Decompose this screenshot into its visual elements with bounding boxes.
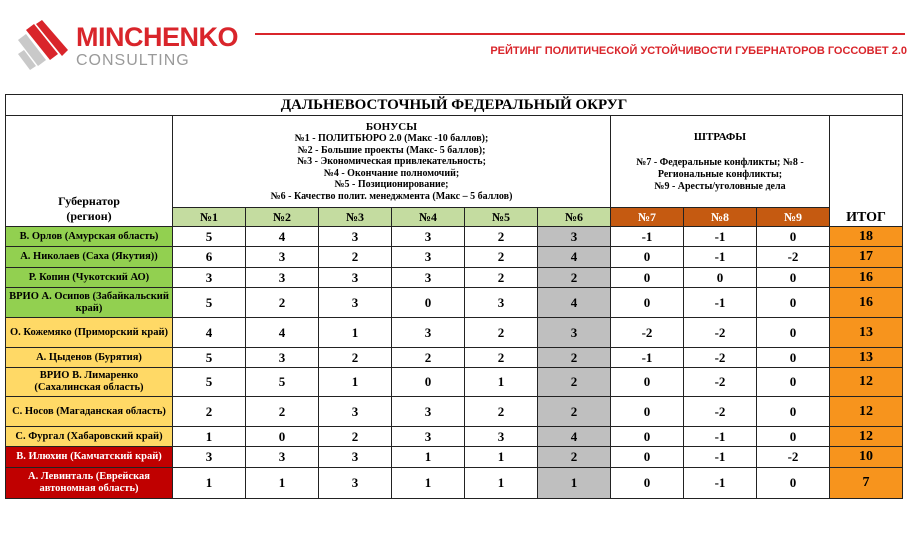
governor-name: А. Левинталь (Еврейская автономная область)	[6, 468, 173, 499]
score-cell: -2	[611, 318, 684, 348]
total-score: 12	[830, 368, 903, 397]
governor-name: С. Фургал (Хабаровский край)	[6, 427, 173, 447]
total-score: 12	[830, 397, 903, 427]
penalty-line: №9 - Аресты/уголовные дела	[654, 180, 786, 192]
score-cell: 3	[319, 468, 392, 499]
penalty-line: №7 - Федеральные конфликты; №8 -	[636, 156, 804, 168]
score-cell: 3	[319, 227, 392, 247]
penalty-title: ШТРАФЫ	[693, 130, 747, 143]
score-cell: 1	[465, 368, 538, 397]
table-row	[6, 397, 903, 427]
score-cell: -1	[684, 247, 757, 268]
bonus-line: №5 - Позиционирование;	[334, 179, 449, 191]
score-cell: 0	[757, 268, 830, 288]
score-cell: 0	[611, 468, 684, 499]
governor-header-line1: Губернатор	[58, 194, 120, 208]
score-cell: 4	[538, 427, 611, 447]
score-cell: 1	[319, 368, 392, 397]
score-cell: -1	[684, 227, 757, 247]
score-cell: 0	[392, 368, 465, 397]
score-cell: 2	[538, 268, 611, 288]
score-cell: 2	[246, 397, 319, 427]
score-cell: 2	[538, 348, 611, 368]
score-cell: 1	[173, 468, 246, 499]
score-cell: 2	[465, 318, 538, 348]
score-cell: 4	[246, 318, 319, 348]
score-cell: 3	[319, 268, 392, 288]
score-cell: 0	[757, 318, 830, 348]
score-cell: 0	[611, 447, 684, 468]
governor-header	[6, 116, 173, 227]
score-cell: 0	[757, 397, 830, 427]
score-cell: 1	[319, 318, 392, 348]
bonus-title: БОНУСЫ	[365, 120, 418, 133]
total-score: 17	[830, 247, 903, 268]
governor-name: ВРИО В. Лимаренко (Сахалинская область)	[6, 368, 173, 397]
score-cell: -1	[611, 227, 684, 247]
score-cell: 3	[319, 447, 392, 468]
table-row	[6, 447, 903, 468]
governor-name: ВРИО А. Осипов (Забайкальский край)	[6, 288, 173, 318]
governor-name: О. Кожемяко (Приморский край)	[6, 318, 173, 348]
score-cell: 3	[392, 268, 465, 288]
score-cell: 3	[392, 397, 465, 427]
penalty-line: Региональные конфликты;	[657, 168, 783, 180]
score-cell: 5	[173, 348, 246, 368]
score-cell: 3	[538, 318, 611, 348]
total-score: 13	[830, 318, 903, 348]
company-logo	[18, 20, 248, 72]
score-cell: 6	[173, 247, 246, 268]
score-cell: 0	[611, 397, 684, 427]
column-header: №1	[173, 208, 246, 227]
score-cell: 3	[392, 427, 465, 447]
score-cell: 1	[246, 468, 319, 499]
bonus-line: №2 - Большие проекты (Макс- 5 баллов);	[297, 144, 486, 156]
logo-subtitle: CONSULTING	[76, 52, 190, 69]
score-cell: 1	[538, 468, 611, 499]
score-cell: 2	[538, 368, 611, 397]
table-row	[6, 227, 903, 247]
score-cell: 2	[246, 288, 319, 318]
score-cell: -1	[684, 447, 757, 468]
score-cell: -1	[611, 348, 684, 368]
bonus-line: №6 - Качество полит. менеджмента (Макс – 5 баллов)	[270, 190, 513, 202]
region-title: ДАЛЬНЕВОСТОЧНЫЙ ФЕДЕРАЛЬНЫЙ ОКРУГ	[6, 95, 903, 116]
score-cell: 3	[246, 268, 319, 288]
column-header: №9	[757, 208, 830, 227]
score-cell: 0	[392, 288, 465, 318]
score-cell: 3	[173, 447, 246, 468]
table-row	[6, 348, 903, 368]
score-cell: 2	[319, 427, 392, 447]
score-cell: 1	[465, 447, 538, 468]
score-cell: 0	[757, 227, 830, 247]
score-cell: 5	[173, 288, 246, 318]
bonus-line: №4 - Окончание полномочий;	[323, 167, 460, 179]
column-header: №7	[611, 208, 684, 227]
logo-stripes-icon	[18, 20, 72, 72]
score-cell: 1	[392, 468, 465, 499]
score-cell: 3	[246, 348, 319, 368]
score-cell: -2	[684, 368, 757, 397]
bonus-line: №3 - Экономическая привлекательность;	[297, 156, 486, 168]
score-cell: 1	[173, 427, 246, 447]
governor-name: С. Носов (Магаданская область)	[6, 397, 173, 427]
column-header: №2	[246, 208, 319, 227]
score-cell: 3	[319, 397, 392, 427]
table-row	[6, 268, 903, 288]
score-cell: 0	[684, 268, 757, 288]
score-cell: 2	[465, 397, 538, 427]
total-score: 12	[830, 427, 903, 447]
governor-name: В. Илюхин (Камчатский край)	[6, 447, 173, 468]
score-cell: 1	[392, 447, 465, 468]
score-cell: 4	[173, 318, 246, 348]
score-cell: 2	[538, 397, 611, 427]
table-row	[6, 468, 903, 499]
governor-name: Р. Копин (Чукотский АО)	[6, 268, 173, 288]
score-cell: 0	[757, 468, 830, 499]
logo-name: MINCHENKO	[76, 22, 238, 52]
score-cell: 0	[757, 348, 830, 368]
score-cell: 2	[465, 247, 538, 268]
score-cell: 3	[538, 227, 611, 247]
score-cell: 2	[392, 348, 465, 368]
governor-rows	[6, 227, 903, 499]
score-cell: 3	[465, 288, 538, 318]
column-header: №6	[538, 208, 611, 227]
table-row	[6, 368, 903, 397]
itog-header: ИТОГ	[830, 116, 903, 227]
score-cell: 5	[246, 368, 319, 397]
report-title: РЕЙТИНГ ПОЛИТИЧЕСКОЙ УСТОЙЧИВОСТИ ГУБЕРНАТОРОВ ГОССОВЕТ 2.0	[490, 45, 907, 57]
score-cell: 5	[173, 368, 246, 397]
header-divider	[255, 33, 905, 35]
governor-header-line2: (регион)	[66, 209, 112, 223]
score-cell: -2	[757, 447, 830, 468]
table-row	[6, 318, 903, 348]
column-header: №5	[465, 208, 538, 227]
score-cell: -2	[684, 318, 757, 348]
score-cell: -2	[684, 397, 757, 427]
total-score: 13	[830, 348, 903, 368]
score-cell: 0	[757, 368, 830, 397]
score-cell: -1	[684, 288, 757, 318]
score-cell: 3	[392, 318, 465, 348]
score-cell: 3	[319, 288, 392, 318]
total-score: 16	[830, 288, 903, 318]
bonus-legend	[173, 116, 611, 208]
score-cell: 3	[246, 247, 319, 268]
score-cell: 0	[611, 247, 684, 268]
governor-name: А. Николаев (Саха (Якутия))	[6, 247, 173, 268]
score-cell: 2	[465, 227, 538, 247]
score-cell: 2	[465, 348, 538, 368]
table-row	[6, 288, 903, 318]
table-row	[6, 427, 903, 447]
score-cell: -2	[684, 348, 757, 368]
score-cell: 2	[319, 247, 392, 268]
rating-table	[5, 94, 903, 499]
score-cell: -1	[684, 427, 757, 447]
score-cell: 3	[465, 427, 538, 447]
score-cell: 2	[538, 447, 611, 468]
score-cell: 0	[611, 288, 684, 318]
score-cell: 2	[319, 348, 392, 368]
score-cell: 4	[538, 288, 611, 318]
column-header: №8	[684, 208, 757, 227]
score-cell: 5	[173, 227, 246, 247]
score-cell: 3	[392, 227, 465, 247]
score-cell: 0	[611, 268, 684, 288]
score-cell: 0	[611, 427, 684, 447]
score-cell: -1	[684, 468, 757, 499]
governor-name: А. Цыденов (Бурятия)	[6, 348, 173, 368]
score-cell: 0	[611, 368, 684, 397]
score-cell: 0	[246, 427, 319, 447]
column-header: №3	[319, 208, 392, 227]
total-score: 16	[830, 268, 903, 288]
score-cell: 3	[392, 247, 465, 268]
total-score: 7	[830, 468, 903, 499]
score-cell: 2	[465, 268, 538, 288]
column-header: №4	[392, 208, 465, 227]
score-cell: 0	[757, 288, 830, 318]
score-cell: 3	[173, 268, 246, 288]
score-cell: 1	[465, 468, 538, 499]
bonus-line: №1 - ПОЛИТБЮРО 2.0 (Макс -10 баллов);	[294, 133, 489, 145]
total-score: 10	[830, 447, 903, 468]
score-cell: 4	[246, 227, 319, 247]
score-cell: 0	[757, 427, 830, 447]
score-cell: 3	[246, 447, 319, 468]
table-row	[6, 247, 903, 268]
total-score: 18	[830, 227, 903, 247]
score-cell: -2	[757, 247, 830, 268]
penalty-legend	[611, 116, 830, 208]
score-cell: 4	[538, 247, 611, 268]
score-cell: 2	[173, 397, 246, 427]
governor-name: В. Орлов (Амурская область)	[6, 227, 173, 247]
